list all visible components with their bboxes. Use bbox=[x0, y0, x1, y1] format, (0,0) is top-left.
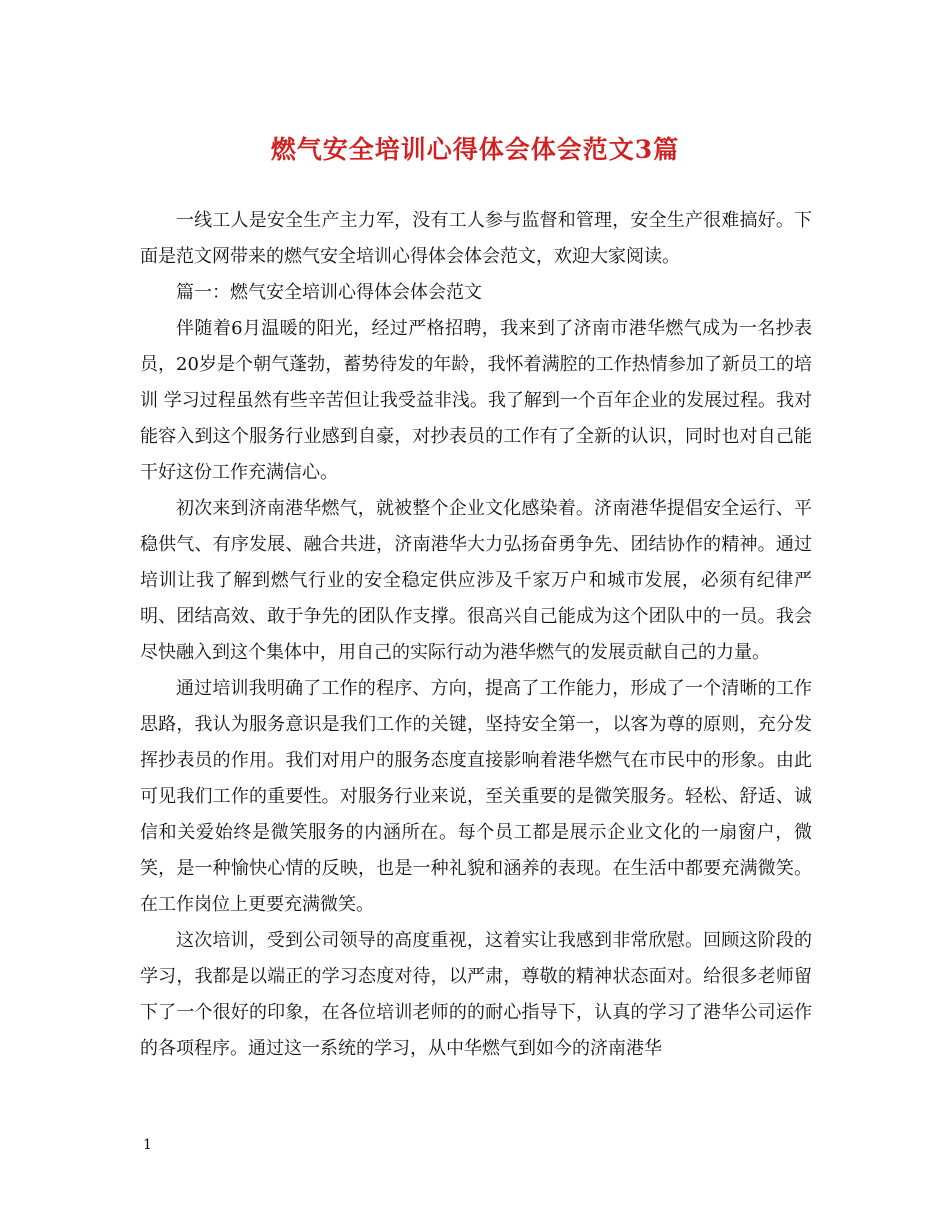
section-heading: 篇一：燃气安全培训心得体会体会范文 bbox=[176, 282, 482, 303]
paragraph: 通过培训我明确了工作的程序、方向，提高了工作能力，形成了一个清晰的工作思路，我认为服务意识是我们工作的关键，坚持安全第一，以客为尊的原则，充分发挥抄表员的作用。我们对用户的服务态度直接影响着港华燃气在市民中的形象。由此可见我们工作的重要性。对服务行业来说，至关重要的是微笑服务。轻松、舒适、诚信和关爱始终是微笑服务的内涵所在。每个员工都是展示企业文化的一扇窗户，微笑，是一种愉快心情的反映，也是一种礼貌和涵养的表现。在生活中都要充满微笑。在工作岗位上更要充满微笑。 bbox=[140, 678, 812, 915]
page-number: 1 bbox=[143, 1137, 152, 1153]
paragraph-intro: 一线工人是安全生产主力军，没有工人参与监督和管理，安全生产很难搞好。下面是范文网带来的燃气安全培训心得体会体会范文，欢迎大家阅读。 bbox=[140, 210, 812, 267]
document-title: 燃气安全培训心得体会体会范文3篇 bbox=[270, 135, 680, 164]
paragraph: 这次培训，受到公司领导的高度重视，这着实让我感到非常欣慰。回顾这阶段的学习，我都是以端正的学习态度对待，以严肃，尊敬的精神状态面对。给很多老师留下了一个很好的印象，在各位培训老师的的耐心指导下，认真的学习了港华公司运作的各项程序。通过这一系统的学习，从中华燃气到如今的济南港华 bbox=[140, 930, 812, 1059]
paragraph: 伴随着6月温暖的阳光，经过严格招聘，我来到了济南市港华燃气成为一名抄表员，20岁是个朝气蓬勃，蓄势待发的年龄，我怀着满腔的工作热情参加了新员工的培训 学习过程虽然有些辛苦但让我受益非浅。我了解到一个百年企业的发展过程。我对能容入到这个服务行业感到自豪，对抄表员的工作有了全新的认识，同时也对自己能干好这份工作充满信心。 bbox=[140, 318, 812, 483]
paragraph: 初次来到济南港华燃气，就被整个企业文化感染着。济南港华提倡安全运行、平稳供气、有序发展、融合共进，济南港华大力弘扬奋勇争先、团结协作的精神。通过培训让我了解到燃气行业的安全稳定供应涉及千家万户和城市发展，必须有纪律严明、团结高效、敢于争先的团队作支撑。很高兴自己能成为这个团队中的一员。我会尽快融入到这个集体中，用自己的实际行动为港华燃气的发展贡献自己的力量。 bbox=[140, 498, 812, 663]
document-body bbox=[140, 203, 812, 1067]
